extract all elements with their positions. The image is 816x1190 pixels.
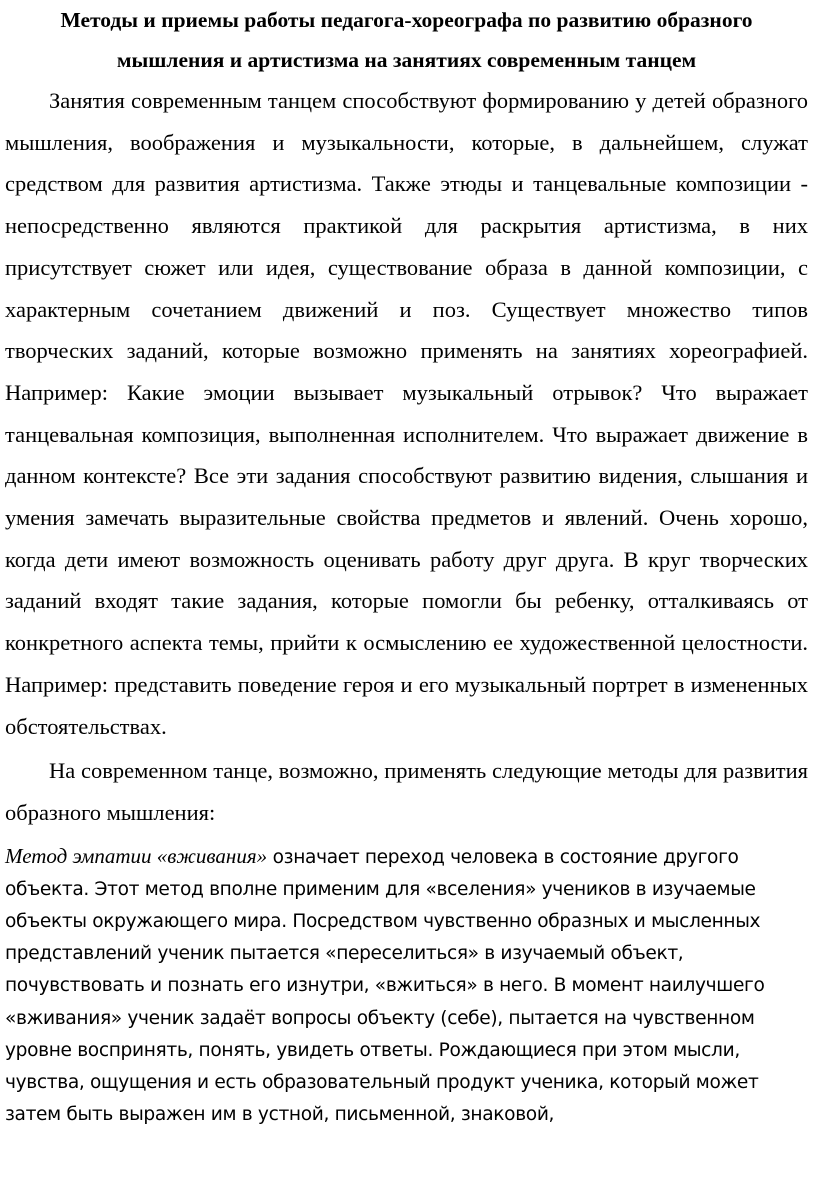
method-term: Метод эмпатии «вживания» xyxy=(5,843,268,868)
paragraph-2: На современном танце, возможно, применять следующие методы для развития образного мышления: xyxy=(5,758,808,825)
paragraph-1: Занятия современным танцем способствуют формированию у детей образного мышления, воображения и музыкальности, которые, в дальнейшем, служат средством для развития артистизма. Также этюды и танцевальные композиции - непосредственно являются практикой для раскрытия артистизма, в них присутствует сюжет или идея, существование образа в данной композиции, с характерным сочетанием движений и поз. Существует множество типов творческих заданий, которые возможно применять на занятиях хореографией. Например: Какие эмоции вызывает музыкальный отрывок? Что выражает танцевальная композиция, выполненная исполнителем. Что выражает движение в данном контексте? Все эти задания способствуют развитию видения, слышания и умения замечать выразительные свойства предметов и явлений. Очень хорошо, когда дети имеют возможность оценивать работу друг друга. В круг творческих заданий входят такие задания, которые помогли бы ребенку, отталкиваясь от конкретного аспекта темы, прийти к осмыслению ее художественной целостности. Например: представить поведение героя и его музыкальный портрет в измененных обстоятельствах. xyxy=(5,88,808,739)
method-description: означает переход человека в состояние другого объекта. Этот метод вполне применим для «вселения» учеников в изучаемые объекты окружающего мира. Посредством чувственно образных и мысленных представлений ученик пытается «переселиться» в изучаемый объект, почувствовать и познать его изнутри, «вжиться» в него. В момент наилучшего «вживания» ученик задаёт вопросы объекту (себе), пытается на чувственном уровне воспринять, понять, увидеть ответы. Рождающиеся при этом мысли, чувства, ощущения и есть образовательный продукт ученика, который может затем быть выражен им в устной, письменной, знаковой, xyxy=(5,846,765,1126)
document-title xyxy=(5,0,808,80)
title-line-2: мышления и артистизма на занятиях современным танцем xyxy=(116,48,697,72)
title-line-1: Методы и приемы работы педагога-хореографа по развитию образного xyxy=(60,8,753,32)
method-paragraph xyxy=(5,840,808,1132)
